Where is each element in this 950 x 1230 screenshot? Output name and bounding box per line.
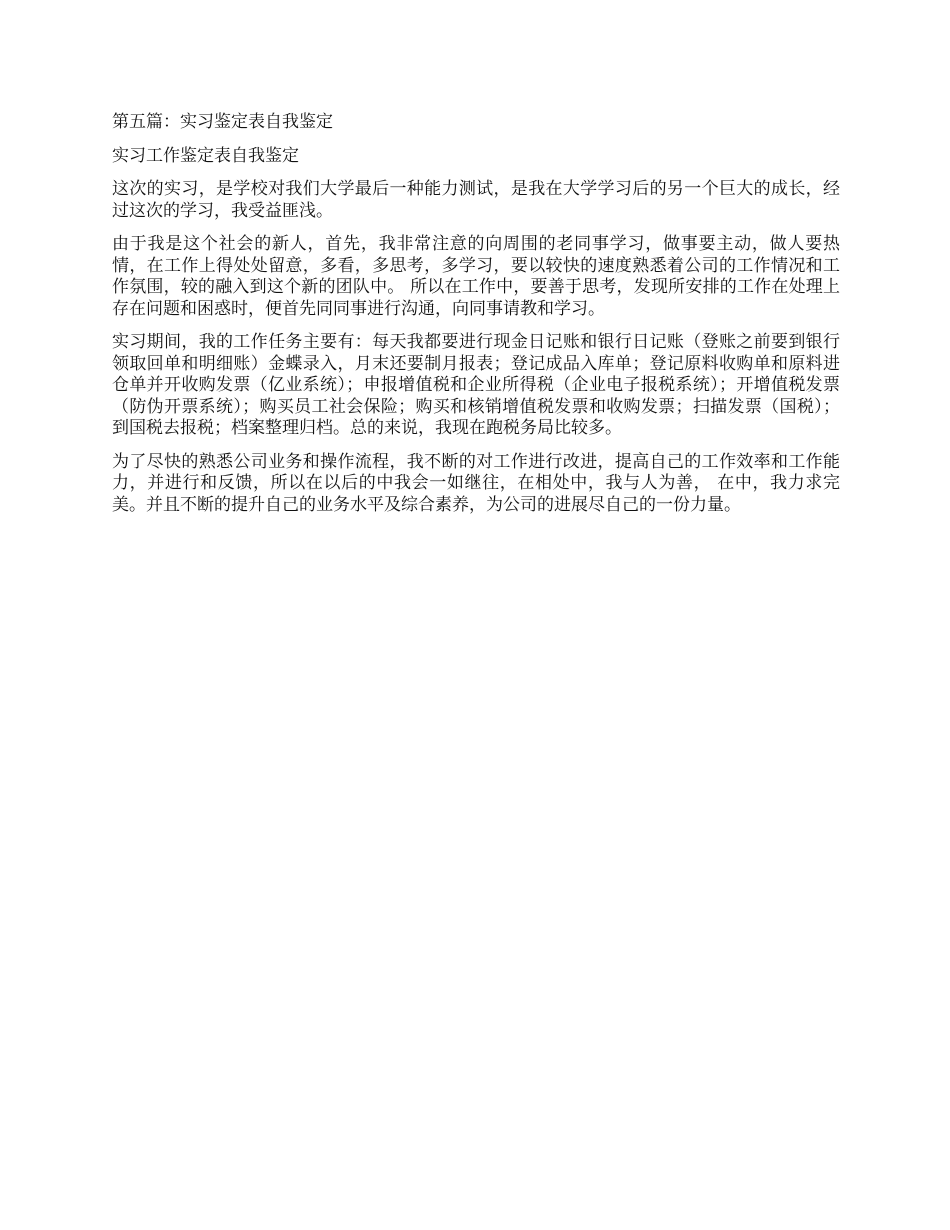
document-page	[112, 112, 840, 528]
paragraph-intro: 这次的实习，是学校对我们大学最后一种能力测试，是我在大学学习后的另一个巨大的成长，经过这次的学习，我受益匪浅。	[112, 179, 840, 221]
paragraph-learning: 由于我是这个社会的新人，首先，我非常注意的向周围的老同事学习，做事要主动，做人要热情，在工作上得处处留意，多看，多思考，多学习，要以较快的速度熟悉着公司的工作情况和工作氛围，较的融入到这个新的团队中。 所以在工作中，要善于思考，发现所安排的工作在处理上存在问题和困惑时，便首先同同事进行沟通，向同事请教和学习。	[112, 234, 840, 319]
paragraph-tasks: 实习期间，我的工作任务主要有：每天我都要进行现金日记账和银行日记账（登账之前要到银行领取回单和明细账）金蝶录入，月末还要制月报表；登记成品入库单；登记原料收购单和原料进仓单并开收购发票（亿业系统）；申报增值税和企业所得税（企业电子报税系统）；开增值税发票（防伪开票系统）；购买员工社会保险；购买和核销增值税发票和收购发票；扫描发票（国税）；到国税去报税；档案整理归档。总的来说，我现在跑税务局比较多。	[112, 332, 840, 438]
document-title: 第五篇：实习鉴定表自我鉴定	[112, 112, 333, 132]
paragraph-improvement: 为了尽快的熟悉公司业务和操作流程，我不断的对工作进行改进，提高自己的工作效率和工作能力，并进行和反馈，所以在以后的中我会一如继往，在相处中，我与人为善， 在中，我力求完美。并且不断的提升自己的业务水平及综合素养，为公司的进展尽自己的一份力量。	[112, 451, 840, 515]
document-subtitle: 实习工作鉴定表自我鉴定	[112, 145, 299, 166]
